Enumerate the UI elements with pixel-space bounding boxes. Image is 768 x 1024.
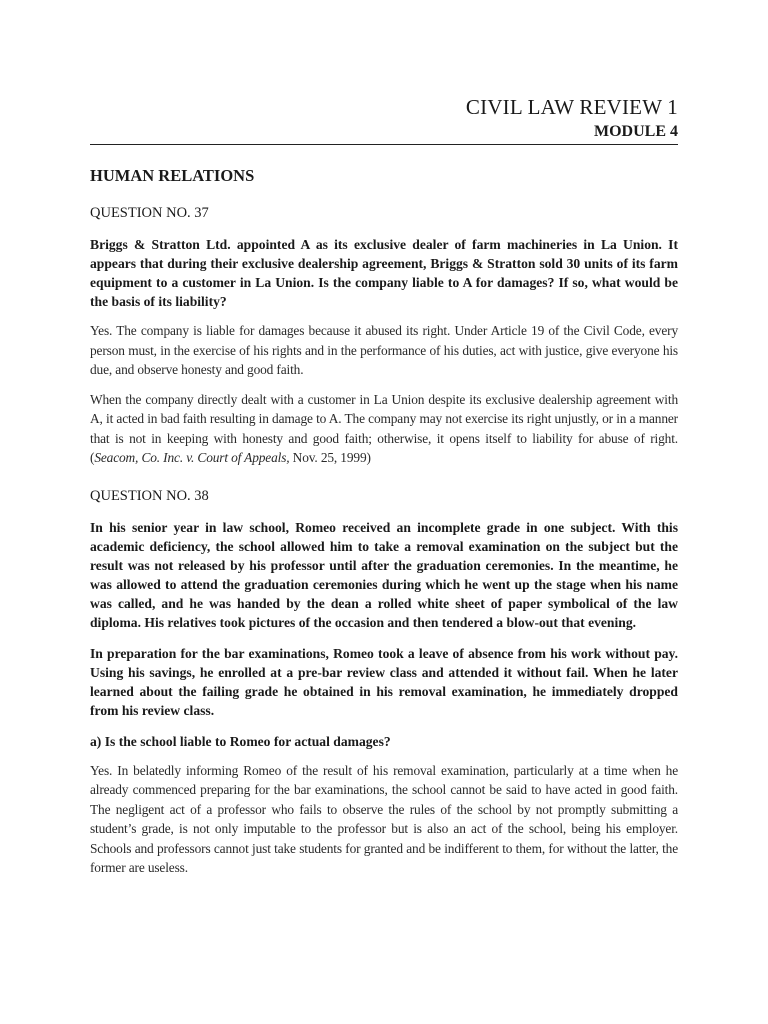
- question-37-block: [90, 203, 678, 468]
- module-label: MODULE 4: [594, 123, 678, 140]
- question-38-label: QUESTION NO. 38: [90, 487, 209, 504]
- document-header: [90, 94, 678, 145]
- answer-37-paragraph-2-text: When the company directly dealt with a customer in La Union despite its exclusive dealership agreement with A, it acted in bad faith resulting in damage to A. The company may not exercise its right unjustly, or in a manner that is not in keeping with honesty and good faith; otherwise, it opens itself to liability for abuse of right. (: [90, 391, 678, 465]
- answer-37-paragraph-2: [90, 390, 678, 468]
- document-page: [90, 94, 678, 878]
- case-citation: Seacom, Co. Inc. v. Court of Appeals,: [94, 450, 290, 465]
- question-38-paragraph-2: In preparation for the bar examinations, Romeo took a leave of absence from his work without pay. Using his savings, he enrolled at a pre-bar review class and attended it without fail. When he later learned about the failing grade he obtained in his removal examination, he immediately dropped from his review class.: [90, 645, 678, 718]
- case-citation-date: Nov. 25, 1999): [289, 450, 371, 465]
- question-38-block: [90, 486, 678, 878]
- document-title: CIVIL LAW REVIEW 1: [465, 95, 678, 119]
- question-37-label: QUESTION NO. 37: [90, 205, 209, 221]
- question-38-paragraph-1: In his senior year in law school, Romeo received an incomplete grade in one subject. With this academic deficiency, the school allowed him to take a removal examination on the subject but the result was not released by his professor until after the graduation ceremonies. In the meantime, he was allowed to attend the graduation ceremonies during which he went up the stage when his name was called, and he was handed by the dean a rolled white sheet of paper symbolical of the law diploma. His relatives took pictures of the occasion and then tendered a blow-out that evening.: [90, 519, 678, 630]
- question-37-text: Briggs & Stratton Ltd. appointed A as its exclusive dealer of farm machineries in La Union. It appears that during their exclusive dealership agreement, Briggs & Stratton sold 30 units of its farm equipment to a customer in La Union. Is the company liable to A for damages? If so, what would be the basis of its liability?: [90, 237, 678, 309]
- sub-question-a: a) Is the school liable to Romeo for actual damages?: [90, 733, 391, 749]
- section-title: HUMAN RELATIONS: [90, 166, 255, 185]
- answer-38-a: Yes. In belatedly informing Romeo of the result of his removal examination, particularly at a time when he already commenced preparing for the bar examinations, the school cannot be said to have acted in good faith. The negligent act of a professor who fails to observe the rules of the school by not promptly submitting a student’s grade, is not only imputable to the professor but is also an act of the school, being his employer. Schools and professors cannot just take students for granted and be indifferent to them, for without the latter, the former are useless.: [90, 762, 678, 875]
- answer-37-paragraph-1: Yes. The company is liable for damages because it abused its right. Under Article 19 of the Civil Code, every person must, in the exercise of his rights and in the performance of his duties, act with justice, give everyone his due, and observe honesty and good faith.: [90, 323, 678, 377]
